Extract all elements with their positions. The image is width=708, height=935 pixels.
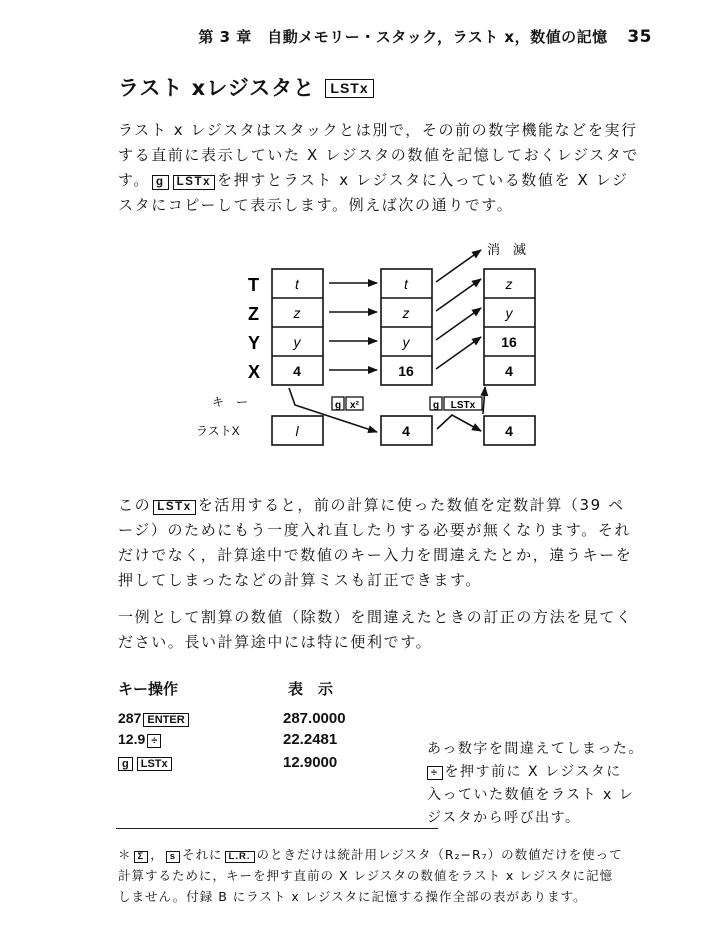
arrow-lift [436,279,481,311]
g-key-label: g [152,175,169,190]
divide-key-label: ÷ [427,766,443,780]
register-label-y: Y [248,333,261,353]
x-squared-key-label: x² [350,400,359,411]
usage-text: この [118,496,152,514]
column-header-keys: キー操作 [118,680,179,698]
cell-value: 16 [398,363,414,379]
register-label-x: X [248,362,261,382]
footnote-text: それに [182,847,223,862]
usage-line: だけでなく，計算途中で数値のキー入力を間違えたとか，違うキーを [118,546,633,564]
intro-line: する直前に表示していた X レジスタの数値を記憶しておくレジスタで [118,146,639,164]
footnote-text: のときだけは統計用レジスタ（R₂−R₇）の数値だけを使って [256,847,623,862]
footnote-line: しません。付録 B にラスト x レジスタに記憶する操作全部の表があります。 [118,889,587,904]
lstx-key-label: LSTx [137,757,172,771]
footnote-marker: ＊ [118,847,132,862]
display-value: 287.0000 [283,710,346,727]
lstx-key-label: LSTx [450,400,476,411]
intro-text: を押すとラスト x レジスタに入っている数値を X レジ [217,171,629,189]
chapter-heading: 第 3 章 自動メモリー・スタック，ラスト x，数値の記憶 [198,28,608,46]
key-sequence-row-3 [118,754,174,771]
cell-value: y [293,334,301,350]
usage-line [118,493,658,518]
arrow-lift [436,337,481,369]
intro-text: す。 [118,171,151,189]
g-key-label: g [334,400,342,411]
note-text: を押す前に X レジスタに [444,764,622,780]
lastx-row-label: ラストX [196,424,240,438]
example-line: 一例として割算の数値（除数）を間違えたときの訂正の方法を見てく [118,608,633,626]
discard-label: 消 滅 [487,242,527,257]
arrow-recall [483,387,485,414]
cell-value: t [295,276,299,292]
lstx-key-label: LSTx [153,500,196,515]
key-row-label: キ ー [212,395,249,409]
cell-value: 4 [505,363,513,379]
key-sequence-row-1 [118,710,191,727]
usage-line: ージ）のためにもう一度入れ直したりする必要が無くなります。それ [118,521,632,539]
cell-value: l [295,423,299,439]
display-value: 22.2481 [283,731,338,748]
usage-text: を活用すると，前の計算に使った数値を定数計算（39 ペ [197,496,625,514]
footnote-line: ＊ Σ ， s それに L.R. のときだけは統計用レジスタ（R₂−R₇）の数値だけを使って [118,847,623,862]
register-label-t: T [248,275,259,295]
arrow-discard [436,250,481,282]
lstx-key-label: LSTx [173,175,216,190]
enter-key-label: ENTER [143,713,188,727]
cell-value: z [293,305,301,321]
intro-line: ラスト x レジスタはスタックとは別で，その前の数字機能などを実行 [118,121,638,139]
cell-value: 16 [501,334,517,350]
intro-line: スタにコピーして表示します。例えば次の通りです。 [118,196,514,214]
cell-value: z [402,305,410,321]
arrow-lastx-copy [437,415,481,431]
section-title-text: ラスト xレジスタと [118,76,316,100]
table-note [427,738,653,830]
register-label-z: Z [248,304,259,324]
usage-paragraph [118,493,658,593]
cell-value: z [505,276,513,292]
display-value: 12.9000 [283,754,338,771]
arrow-lift [436,308,481,340]
note-line: あっ数字を間違えてしまった。 [427,741,644,757]
cell-value: t [404,276,408,292]
usage-line: 押してしまったなどの計算ミスも訂正できます。 [118,571,483,589]
note-line: 入っていた数値をラスト x レ [427,787,635,803]
g-key-label: g [432,400,440,411]
cell-value: 4 [293,363,301,379]
cell-value: 4 [505,423,513,439]
g-key-label: g [118,757,133,771]
lr-key-label: L.R. [225,851,255,863]
entry-number: 12.9 [118,731,146,747]
example-line: ださい。長い計算途中には特に便利です。 [118,633,433,651]
cell-value: y [402,334,410,350]
note-line [427,761,653,784]
sigma-key-label: Σ [134,851,149,863]
note-line: ジスタから呼び出す。 [427,810,581,826]
key-sequence-row-2 [118,731,163,748]
column-header-display: 表 示 [288,680,334,698]
page-number: 35 [627,27,652,47]
footnote-divider [116,828,438,829]
divide-key-label: ÷ [147,734,161,748]
entry-number: 287 [118,710,142,726]
example-paragraph [118,605,658,655]
footnote [118,844,658,907]
cell-value: y [505,305,513,321]
lstx-key-label: LSTx [325,79,373,98]
footnote-line: 計算するために，キーを押す直前の X レジスタの数値をラスト x レジスタに記憶 [118,868,614,883]
cell-value: 4 [402,423,410,439]
s-key-label: s [166,851,180,863]
